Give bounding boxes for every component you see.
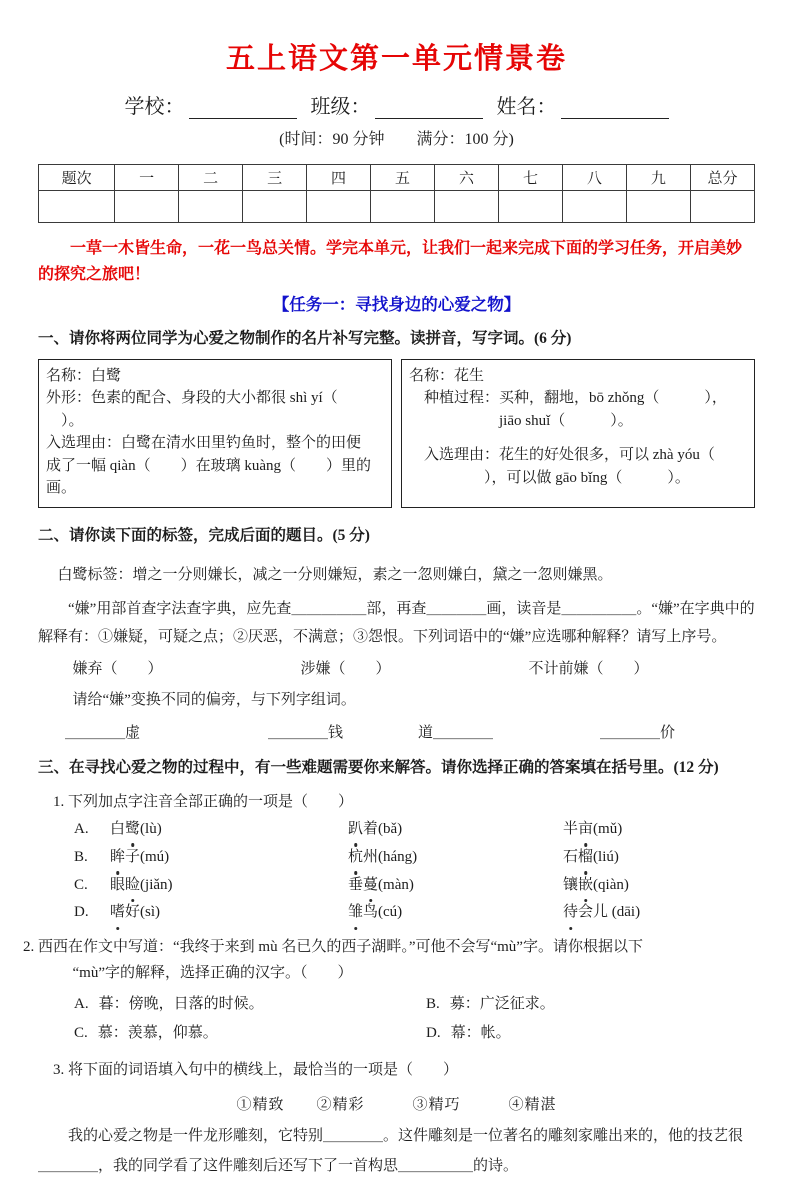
option-label: C.	[74, 876, 88, 893]
dotted-character: 杭	[348, 844, 363, 872]
score-table-empty-cell	[243, 190, 307, 222]
score-table-empty-cell	[307, 190, 371, 222]
card-egret-line: 成了一幅 qiàn（ ）在玻璃 kuàng（ ）里的画。	[46, 457, 371, 497]
option-label: C.	[74, 1025, 88, 1042]
name-cards	[38, 359, 755, 508]
word-post: (màn)	[378, 876, 414, 893]
score-table-header-cell: 四	[307, 164, 371, 190]
q3-paragraph: 我的心爱之物是一件龙形雕刻，它特别＿＿＿＿。这件雕刻是一位著名的雕刻家雕出来的，他的技艺很＿＿＿＿，我的同学看了这件雕刻后还写下了一首构思＿＿＿＿＿的诗。	[38, 1127, 744, 1174]
pinyin-word-item	[563, 872, 755, 900]
score-table-header-cell: 六	[435, 164, 499, 190]
word-item: 不计前嫌（ ）	[528, 660, 649, 677]
card-peanut	[401, 359, 755, 508]
word-post: 着(bǎ)	[363, 821, 403, 838]
class-blank-line	[375, 97, 483, 119]
score-table-empty-cell	[498, 190, 562, 222]
score-table-header-cell: 二	[179, 164, 243, 190]
pinyin-word-item	[110, 872, 348, 900]
dotted-character: 雏	[348, 899, 363, 927]
score-table	[38, 164, 755, 223]
score-table-header-cell: 五	[371, 164, 435, 190]
pinyin-word-item	[110, 899, 348, 927]
word-post: 子(mú)	[125, 848, 170, 865]
score-table-empty-cell	[562, 190, 626, 222]
option-text: 幕：帐。	[450, 1025, 511, 1042]
word-post: (qiàn)	[593, 876, 629, 893]
score-table-empty-cell	[435, 190, 499, 222]
card-peanut-line: ），可以做 gāo bǐng（ ）。	[409, 469, 690, 486]
pinyin-word-item	[348, 844, 563, 872]
word-post: (mǔ)	[593, 821, 623, 838]
pinyin-word-item	[348, 872, 563, 900]
card-egret	[38, 359, 392, 508]
score-table-empty-cell	[115, 190, 179, 222]
q2-option-row	[38, 990, 755, 1019]
dotted-character: 眸	[110, 844, 125, 872]
card-egret-line: 入选理由：白鹭在清水田里钓鱼时，整个的田便	[46, 435, 362, 452]
score-table-empty-cell	[179, 190, 243, 222]
q1-stem: 1. 下列加点字注音全部正确的一项是（ ）	[53, 794, 354, 811]
dotted-character: 嵌	[578, 872, 593, 900]
q2-stem-line2: “mù”字的解释，选择正确的汉字。（ ）	[72, 964, 353, 981]
word-post: (jiǎn)	[140, 876, 173, 893]
score-table-header-cell: 题次	[39, 164, 115, 190]
time-score-line: (时间：90 分钟 满分：100 分)	[279, 130, 514, 148]
dictionary-paragraph: “嫌”用部首查字法查字典，应先查＿＿＿＿＿部，再查＿＿＿＿画，读音是＿＿＿＿＿。“嫌”在字典中的解释有：①嫌疑，可疑之点；②厌恶，不满意；③怨恨。下列词语中的“嫌”应选哪种解释？请写上序号。	[38, 600, 755, 646]
pinyin-word-item	[563, 844, 755, 872]
section3-heading: 三、在寻找心爱之物的过程中，有一些难题需要你来解答。请你选择正确的答案填在括号里。(12 分)	[38, 758, 719, 776]
word-pre: 镶	[563, 876, 579, 893]
pinyin-word-item	[348, 816, 563, 844]
score-table-header-row	[39, 164, 755, 190]
q1-option-row	[38, 899, 755, 927]
school-field	[125, 90, 297, 119]
q1-options	[38, 816, 755, 927]
name-blank-line	[561, 97, 669, 119]
radical-instruction: 请给“嫌”变换不同的偏旁，与下列字组词。	[72, 691, 356, 708]
dotted-character: 嗜	[110, 899, 125, 927]
q1-option-row	[38, 872, 755, 900]
school-blank-line	[189, 97, 297, 119]
q2-stem-line1: 2. 西西在作文中写道：“我终于来到 mù 名已久的西子湖畔。”可他不会写“mù”字。请你根据以下	[23, 939, 643, 956]
class-field	[311, 90, 483, 119]
card-peanut-line: jiāo shuǐ（ ）。	[409, 412, 633, 429]
q1-option-row	[38, 844, 755, 872]
blank-item: ＿＿＿＿钱	[268, 724, 344, 741]
class-label: 班级：	[310, 95, 371, 118]
card-egret-line: 名称：白鹭	[46, 367, 122, 384]
score-table-header-cell: 三	[243, 164, 307, 190]
pinyin-word-item	[563, 899, 755, 927]
score-table-header-cell: 总分	[690, 164, 754, 190]
school-label: 学校：	[124, 95, 185, 118]
word-pre: 眼	[110, 876, 126, 893]
card-egret-line: ）。	[46, 412, 84, 429]
dotted-character: 趴	[348, 816, 363, 844]
score-table-header-cell: 七	[498, 164, 562, 190]
word-pre: 垂	[348, 876, 364, 893]
score-table-header-cell: 一	[115, 164, 179, 190]
dotted-character: 蔓	[363, 872, 378, 900]
score-table-empty-row	[39, 190, 755, 222]
word-pre: 白	[110, 821, 126, 838]
word-post: 好(sì)	[125, 904, 161, 921]
word-post: 州(háng)	[363, 848, 418, 865]
pinyin-word-item	[110, 816, 348, 844]
q2-option-row	[38, 1019, 755, 1048]
q3-word-bank: ①精致 ②精彩 ③精巧 ④精湛	[236, 1096, 557, 1113]
pinyin-word-item	[348, 899, 563, 927]
q2-option-a	[74, 990, 426, 1019]
name-label: 姓名：	[496, 95, 557, 118]
q2-option-b	[426, 990, 755, 1019]
word-pre: 半	[563, 821, 579, 838]
xian-words-row	[38, 657, 755, 678]
dotted-character: 待	[563, 899, 578, 927]
card-egret-line: 外形：色素的配合、身段的大小都很 shì yí（	[46, 390, 338, 407]
pinyin-word-item	[563, 816, 755, 844]
card-peanut-line: 入选理由：花生的好处很多，可以 zhà yóu（	[409, 447, 715, 464]
name-field	[497, 90, 669, 119]
option-label: D.	[74, 904, 89, 921]
radical-blanks-row	[38, 721, 755, 742]
word-pre: 石	[563, 848, 579, 865]
option-text: 募：广泛征求。	[449, 996, 555, 1013]
option-label: A.	[74, 996, 89, 1013]
pinyin-word-item	[110, 844, 348, 872]
intro-text: 一草一木皆生命，一花一鸟总关情。学完本单元，让我们一起来完成下面的学习任务，开启美妙的探究之旅吧！	[38, 239, 743, 283]
student-info-row	[38, 90, 755, 119]
option-text: 暮：傍晚，日落的时候。	[98, 996, 264, 1013]
dotted-character: 睑	[125, 872, 140, 900]
word-item: 嫌弃（ ）	[72, 660, 163, 677]
option-text: 慕：羡慕，仰慕。	[97, 1025, 218, 1042]
q2-option-d	[426, 1019, 755, 1048]
option-label: B.	[426, 996, 440, 1013]
dotted-character: 鹭	[125, 816, 140, 844]
word-item: 涉嫌（ ）	[300, 660, 391, 677]
q3-stem: 3. 将下面的词语填入句中的横线上，最恰当的一项是（ ）	[53, 1061, 459, 1078]
blank-item: 道＿＿＿＿	[418, 724, 494, 741]
q1-option-row	[38, 816, 755, 844]
word-post: 鸟(cú)	[363, 904, 403, 921]
page-title: 五上语文第一单元情景卷	[225, 43, 567, 75]
card-peanut-line: 种植过程：买种，翻地，bō zhǒng（ ），	[409, 390, 727, 407]
dotted-character: 亩	[578, 816, 593, 844]
word-post: (liú)	[593, 848, 619, 865]
section2-heading: 二、请你读下面的标签，完成后面的题目。(5 分)	[38, 526, 370, 544]
section1-heading: 一、请你将两位同学为心爱之物制作的名片补写完整。读拼音，写字词。(6 分)	[38, 329, 572, 347]
blank-item: ＿＿＿＿价	[600, 724, 676, 741]
blank-item: ＿＿＿＿虚	[65, 724, 141, 741]
dotted-character: 榴	[578, 844, 593, 872]
task1-banner: 【任务一：寻找身边的心爱之物】	[272, 294, 521, 314]
option-label: D.	[426, 1025, 441, 1042]
q2-option-c	[74, 1019, 426, 1048]
option-label: A.	[74, 821, 89, 838]
score-table-header-cell: 九	[626, 164, 690, 190]
option-label: B.	[74, 848, 88, 865]
word-post: 会儿 (dāi)	[578, 904, 641, 921]
card-peanut-line: 名称：花生	[409, 367, 485, 384]
egret-label-line: 白鹭标签：增之一分则嫌长，减之一分则嫌短，素之一忽则嫌白，黛之一忽则嫌黑。	[57, 566, 613, 583]
score-table-empty-cell	[39, 190, 115, 222]
score-table-empty-cell	[690, 190, 754, 222]
score-table-empty-cell	[371, 190, 435, 222]
word-post: (lù)	[140, 821, 162, 838]
score-table-empty-cell	[626, 190, 690, 222]
score-table-header-cell: 八	[562, 164, 626, 190]
